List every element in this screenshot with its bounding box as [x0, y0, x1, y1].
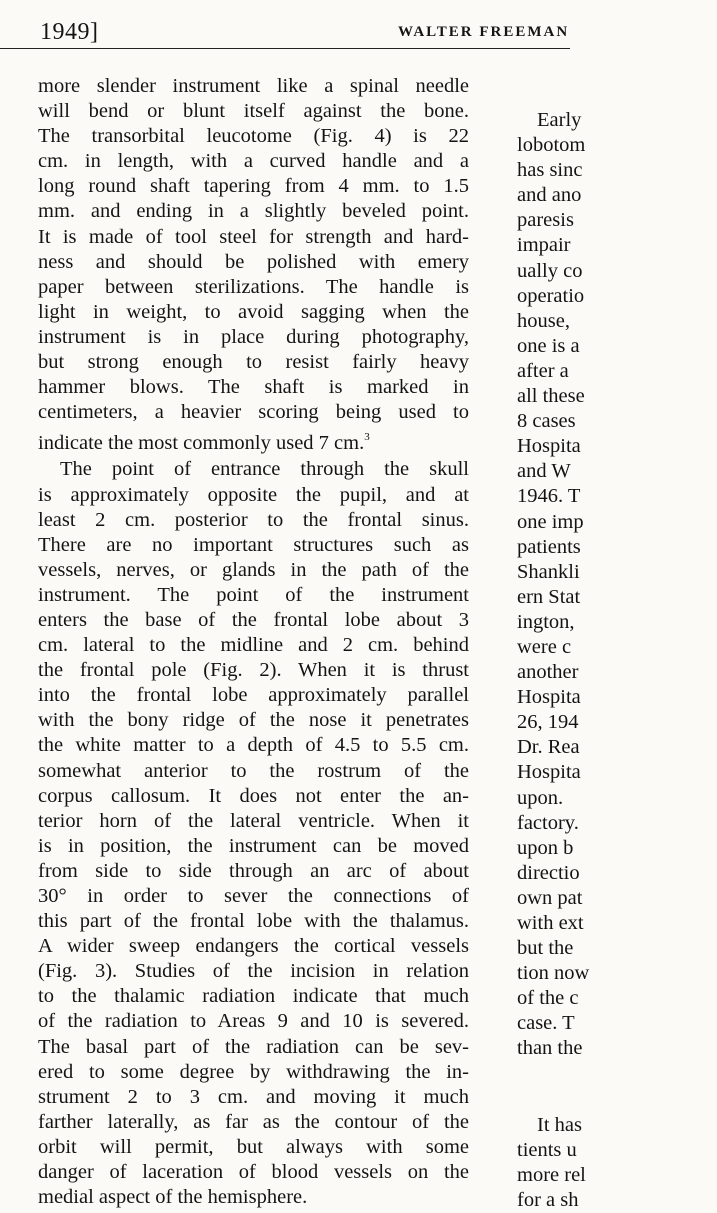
- text-line: tion now: [517, 962, 590, 985]
- text-line: upon b: [517, 836, 574, 859]
- text-line: orbit will permit, but always with some: [38, 1135, 469, 1158]
- text-line: vessels, nerves, or glands in the path of the: [38, 558, 469, 581]
- text-line: farther laterally, as far as the contour of the: [38, 1110, 469, 1133]
- text-line: is approximately opposite the pupil, and at: [38, 483, 469, 506]
- text-line: this part of the frontal lobe with the thalamus.: [38, 910, 469, 933]
- text-line: instrument is in place during photography,: [38, 325, 469, 348]
- paragraph-instrument-description: [38, 74, 469, 456]
- running-header: [0, 19, 570, 49]
- text-line: patients: [517, 535, 581, 558]
- text-line: least 2 cm. posterior to the frontal sinus.: [38, 508, 469, 531]
- footnote-reference[interactable]: 3: [364, 431, 370, 444]
- text-line: and ano: [517, 184, 582, 207]
- text-line: There are no important structures such as: [38, 533, 469, 556]
- text-line: for a sh: [517, 1189, 579, 1212]
- text-line: but strong enough to resist fairly heavy: [38, 351, 469, 374]
- running-author: WALTER FREEMAN: [398, 24, 570, 40]
- text-line: hammer blows. The shaft is marked in: [38, 376, 469, 399]
- text-line: strument 2 to 3 cm. and moving it much: [38, 1085, 469, 1108]
- text-line: case. T: [517, 1012, 575, 1035]
- text-line: after a: [517, 359, 569, 382]
- text-line: one imp: [517, 510, 584, 533]
- text-line: operatio: [517, 284, 585, 307]
- text-line: Early: [537, 109, 582, 131]
- text-line: into the frontal lobe approximately parallel: [38, 684, 469, 707]
- text-line: has sinc: [517, 159, 583, 182]
- paragraph-point-of-entrance: [38, 457, 469, 1210]
- text-line: with the bony ridge of the nose it penetrates: [38, 709, 469, 732]
- text-line: 8 cases: [517, 410, 576, 433]
- text-line: enters the base of the frontal lobe about 3: [38, 608, 469, 631]
- text-line: own pat: [517, 886, 583, 909]
- text-line: more rel: [517, 1164, 586, 1187]
- text-line: cm. lateral to the midline and 2 cm. behind: [38, 634, 469, 657]
- text-line: instrument. The point of the instrument: [38, 583, 469, 606]
- text-line: paper between sterilizations. The handle is: [38, 275, 469, 298]
- text-line: The transorbital leucotome (Fig. 4) is 22: [38, 125, 469, 148]
- text-line: centimeters, a heavier scoring being used to: [38, 401, 469, 424]
- text-line: 30° in order to sever the connections of: [38, 885, 469, 907]
- text-line: and W: [517, 460, 571, 483]
- text-line: ness and should be polished with emery: [38, 250, 469, 273]
- text-line: medial aspect of the hemisphere.: [38, 1186, 308, 1209]
- text-line: 1946. T: [517, 485, 581, 508]
- text-line: the white matter to a depth of 4.5 to 5.5 cm.: [38, 734, 469, 757]
- text-line: to the thalamic radiation indicate that much: [38, 985, 469, 1008]
- text-line: The basal part of the radiation can be sev-: [38, 1035, 469, 1058]
- text-line: impair: [517, 234, 571, 257]
- text-line: Dr. Rea: [517, 736, 580, 759]
- text-line: tients u: [517, 1139, 577, 1162]
- text-line: It has: [537, 1114, 582, 1136]
- text-line: lobotom: [517, 134, 586, 157]
- text-line: Hospita: [517, 761, 581, 784]
- text-line: upon.: [517, 786, 564, 809]
- text-line: cm. in length, with a curved handle and a: [38, 150, 469, 173]
- text-line: Hospita: [517, 686, 581, 709]
- text-line: indicate the most commonly used 7 cm.$^3$: [38, 431, 370, 455]
- text-line: is in position, the instrument can be moved: [38, 834, 469, 857]
- text-line: house,: [517, 309, 570, 332]
- text-line: factory.: [517, 811, 579, 834]
- text-line: from side to side through an arc of about: [38, 859, 469, 882]
- text-line: danger of laceration of blood vessels on the: [38, 1161, 469, 1184]
- text-line: corpus callosum. It does not enter the an-: [38, 784, 469, 807]
- text-line: ered to some degree by withdrawing the in-: [38, 1060, 469, 1083]
- text-line: long round shaft tapering from 4 mm. to 1.5: [38, 175, 469, 198]
- text-line: the frontal pole (Fig. 2). When it is thrust: [38, 659, 469, 682]
- page-year: 1949]: [40, 19, 99, 45]
- text-line: light in weight, to avoid sagging when the: [38, 300, 469, 323]
- text-line: The point of entrance through the skull: [60, 458, 469, 481]
- text-line: than the: [517, 1037, 583, 1060]
- text-line: terior horn of the lateral ventricle. When it: [38, 809, 469, 832]
- text-line: It is made of tool steel for strength and hard-: [38, 225, 469, 248]
- left-column: [38, 74, 469, 1210]
- text-line: ington,: [517, 610, 575, 633]
- text-line: somewhat anterior to the rostrum of the: [38, 759, 469, 782]
- text-line: paresis: [517, 209, 574, 232]
- text-line: Shankli: [517, 560, 580, 583]
- text-line: ern Stat: [517, 585, 581, 608]
- text-line: directio: [517, 861, 580, 884]
- text-line: ually co: [517, 259, 583, 282]
- text-line: another: [517, 661, 579, 684]
- right-column-cropped: [517, 108, 717, 1062]
- text-line: of the c: [517, 987, 579, 1010]
- text-line: Hospita: [517, 435, 581, 458]
- right-column-cropped-second-paragraph: [517, 1113, 717, 1213]
- text-line: but the: [517, 937, 574, 960]
- text-line: A wider sweep endangers the cortical vessels: [38, 935, 469, 958]
- text-line: one is a: [517, 334, 580, 357]
- text-line: will bend or blunt itself against the bone.: [38, 100, 469, 123]
- text-line: more slender instrument like a spinal needle: [38, 75, 469, 97]
- text-line: were c: [517, 635, 572, 658]
- text-line: all these: [517, 385, 585, 408]
- text-line: with ext: [517, 912, 584, 934]
- text-line: of the radiation to Areas 9 and 10 is severed.: [38, 1010, 469, 1033]
- text-line: mm. and ending in a slightly beveled point.: [38, 200, 469, 223]
- text-line: 26, 194: [517, 711, 579, 734]
- text-line: (Fig. 3). Studies of the incision in relation: [38, 960, 469, 983]
